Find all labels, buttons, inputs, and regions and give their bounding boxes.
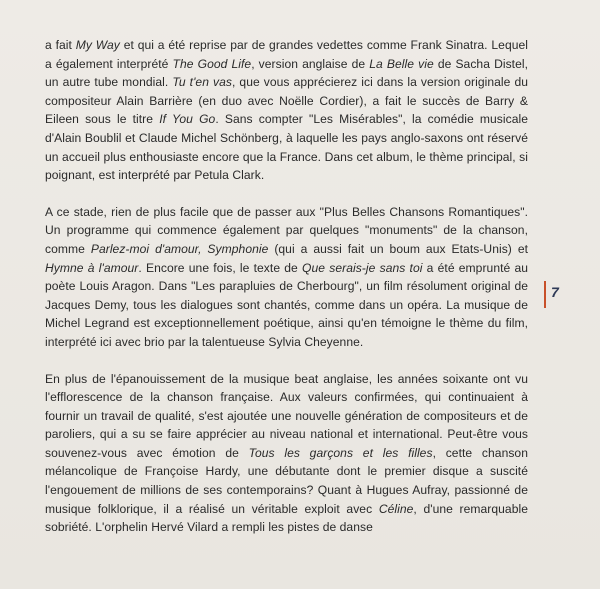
text-run: de Sacha Distel, un autre tube mondial. (45, 56, 529, 90)
text-run: . Sans compter "Les Misérables", la comédie musicale d'Alain Boublil et Claude Michel Schönberg, à laquelle les pays anglo-saxons ont réservé un accueil plus enthousiaste encore que la France. Dans cet album, le thème principal, si poignant, est interprété par Petula Clark. (45, 112, 528, 183)
text-run: , cette chanson mélancolique de Françoise Hardy, une débutante dont le premier disque a suscité l'engouement de millions de ses contemporains? Quant à Hugues Aufray, passionné de musique folklorique, il a réalisé un véritable exploit avec (45, 445, 528, 516)
italic-title: The Good Life (172, 56, 252, 71)
italic-title: If You Go (159, 112, 216, 127)
text-run: , version anglaise de (251, 56, 370, 71)
text-run: (qui a aussi fait un boum aux Etats-Unis) et (268, 241, 529, 256)
page-number: 7 (551, 284, 559, 300)
text-run: , que vous apprécierez ici dans la version originale du compositeur Alain Barrière (en duo avec Noëlle Cordier), a fait le succès de Barry & Eileen sous le titre (45, 75, 528, 127)
text-run: et qui a été reprise par de grandes vedettes comme Frank Sinatra. Lequel a également interprété (45, 38, 529, 71)
text-run: , d'une remarquable sobriété. L'orphelin Hervé Vilard a rempli les pistes de danse (45, 501, 528, 535)
paragraph-1 (45, 36, 528, 185)
text-run: a été emprunté au poète Louis Aragon. Dans "Les parapluies de Cherbourg", un film résolument original de Jacques Demy, tous les dialogues sont chantés, comme dans un opéra. La musique de Michel Legrand est exceptionnellement poétique, ainsi qu'en témoigne le thème du film, interprété ici avec brio par la talentueuse Sylvia Cheyenne. (45, 260, 529, 349)
italic-title: Tous les garçons et les filles (248, 445, 433, 460)
italic-title: Parlez-moi d'amour, Symphonie (90, 241, 269, 256)
page-marker-bar (544, 281, 546, 308)
italic-title: Que serais-je sans toi (302, 260, 423, 275)
italic-title: La Belle vie (369, 56, 434, 71)
text-column (45, 36, 528, 537)
page-number-marker (540, 281, 570, 308)
text-run: a fait (45, 38, 76, 52)
text-run: A ce stade, rien de plus facile que de passer aux "Plus Belles Chansons Romantiques". Un programme qui commence également par quelques "monuments" de la chanson, comme (45, 204, 528, 256)
text-run: En plus de l'épanouissement de la musique beat anglaise, les années soixante ont vu l'efflorescence de la chanson française. Aux valeurs confirmées, qui continuaient à fournir un travail de qualité, s'est ajoutée une nouvelle génération de compositeurs et de paroliers, qui a su se faire apprécier au niveau national et international. Peut-être vous souvenez-vous avec émotion de (45, 371, 528, 460)
text-run: . Encore une fois, le texte de (138, 260, 303, 275)
italic-title: Tu t'en vas (172, 75, 232, 90)
italic-title: Céline (378, 501, 414, 516)
paragraph-2 (45, 203, 528, 352)
paragraph-3 (45, 370, 528, 537)
italic-title: My Way (75, 38, 120, 52)
italic-title: Hymne à l'amour (45, 260, 139, 275)
